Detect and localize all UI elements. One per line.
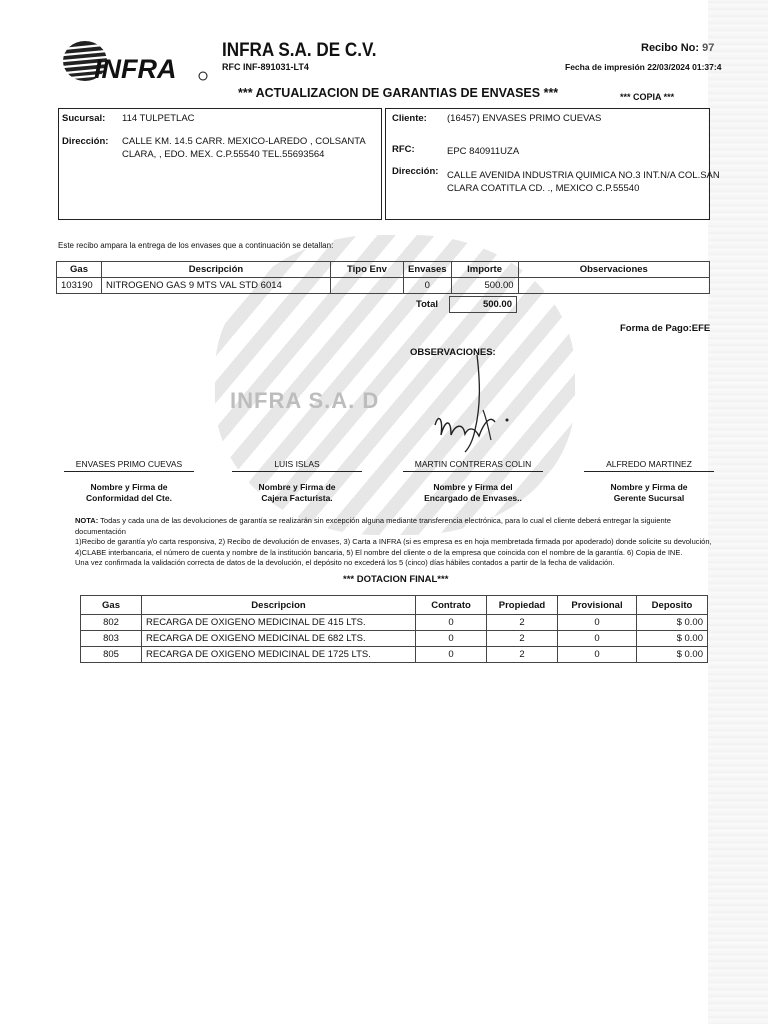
sig-name-cliente: ENVASES PRIMO CUEVAS: [75, 459, 183, 469]
dotacion-provisional: 0: [558, 647, 637, 663]
total-table: [405, 296, 517, 313]
dotacion-deposito: $ 0.00: [637, 647, 708, 663]
dotacion-contrato: 0: [416, 631, 487, 647]
observaciones-label: OBSERVACIONES:: [410, 347, 496, 358]
item-gas: 103190: [57, 278, 102, 294]
dotacion-header-deposito: Deposito: [637, 596, 708, 615]
nota-line3: 4)CLABE interbancaria, el número de cuenta y nombre de la institución bancaria, 5) El nombre del cliente o de la empresa que coincida con el nombre de la garantía. 6) Copia de INE.: [75, 547, 683, 557]
sucursal-value: 114 TULPETLAC: [122, 113, 195, 124]
dotacion-table: [80, 595, 708, 663]
sig-name-gerente: ALFREDO MARTINEZ: [606, 459, 692, 469]
nota-block: [75, 516, 715, 569]
sig-line-cajera: [232, 471, 362, 472]
item-tipo: [331, 278, 404, 294]
sig-name-encargado: MARTIN CONTRERAS COLIN: [414, 459, 532, 469]
scan-edge: [708, 0, 768, 1024]
dotacion-header-provisional: Provisional: [558, 596, 637, 615]
company-rfc: RFC INF-891031-LT4: [222, 62, 309, 72]
dotacion-descripcion: RECARGA DE OXIGENO MEDICINAL DE 1725 LTS.: [142, 647, 416, 663]
cliente-direccion-line1: CALLE AVENIDA INDUSTRIA QUIMICA NO.3 INT.N/A COL.SAN: [447, 170, 720, 181]
cliente-label: Cliente:: [392, 113, 427, 124]
items-header-row: [57, 262, 710, 278]
sucursal-label: Sucursal:: [62, 113, 106, 124]
sucursal-direccion-line1: CALLE KM. 14.5 CARR. MEXICO-LAREDO , COLSANTA: [122, 136, 366, 147]
items-header-tipo: Tipo Env: [331, 262, 404, 278]
dotacion-propiedad: 2: [487, 631, 558, 647]
nota-line4: Una vez confirmada la validación correcta de datos de la devolución, el depósito no excederá los 5 (cinco) días hábiles contados a partir de la fecha de validación.: [75, 558, 615, 567]
sig-line-cliente: [64, 471, 194, 472]
dotacion-header-descripcion: Descripcion: [142, 596, 416, 615]
dotacion-header-row: [81, 596, 708, 615]
sig-role-encargado: Nombre y Firma del Encargado de Envases..: [424, 482, 522, 503]
nota-line1: NOTA: Todas y cada una de las devoluciones de garantía se realizarán sin excepción alguna mediante transferencia electrónica, para lo cual el cliente deberá entregar la siguiente documentación: [75, 516, 671, 536]
items-header-gas: Gas: [57, 262, 102, 278]
copia-label: *** COPIA ***: [620, 92, 675, 102]
item-observaciones: [518, 278, 709, 294]
sig-line-encargado: [403, 471, 543, 472]
items-header-importe: Importe: [451, 262, 518, 278]
sig-role-cajera: Nombre y Firma de Cajera Facturista.: [258, 482, 336, 503]
cliente-rfc-value: EPC 840911UZA: [447, 146, 520, 157]
infra-logo: [58, 36, 214, 86]
dotacion-propiedad: 2: [487, 647, 558, 663]
dotacion-provisional: 0: [558, 631, 637, 647]
recibo-number: Recibo No: 97: [641, 42, 715, 54]
cliente-rfc-label: RFC:: [392, 144, 415, 155]
handwritten-signature: [425, 350, 525, 460]
items-table: [56, 261, 710, 294]
dotacion-deposito: $ 0.00: [637, 615, 708, 631]
nota-line2: 1)Recibo de garantía y/o carta responsiva, 2) Recibo de devolución de envases, 3) Carta a INFRA (si es empresa es en hoja membretada firmada por apoderado) donde solicite su devolución,: [75, 537, 712, 546]
items-header-observaciones: Observaciones: [518, 262, 709, 278]
dotacion-provisional: 0: [558, 615, 637, 631]
dotacion-descripcion: RECARGA DE OXIGENO MEDICINAL DE 415 LTS.: [142, 615, 416, 631]
intro-text: Este recibo ampara la entrega de los envases que a continuación se detallan:: [58, 241, 334, 250]
sucursal-direccion-label: Dirección:: [62, 136, 109, 147]
sig-role-cliente: Nombre y Firma de Conformidad del Cte.: [86, 482, 172, 503]
items-header-envases: Envases: [404, 262, 452, 278]
dotacion-deposito: $ 0.00: [637, 631, 708, 647]
table-row: [81, 615, 708, 631]
dotacion-descripcion: RECARGA DE OXIGENO MEDICINAL DE 682 LTS.: [142, 631, 416, 647]
table-row: [81, 631, 708, 647]
dotacion-gas: 805: [81, 647, 142, 663]
watermark-text: INFRA S.A. D: [230, 388, 380, 413]
items-header-descripcion: Descripción: [102, 262, 331, 278]
item-descripcion: NITROGENO GAS 9 MTS VAL STD 6014: [102, 278, 331, 294]
table-row: [81, 647, 708, 663]
dotacion-header-propiedad: Propiedad: [487, 596, 558, 615]
dotacion-contrato: 0: [416, 647, 487, 663]
cliente-direccion-line2: CLARA COATITLA CD. ., MEXICO C.P.55540: [447, 183, 640, 194]
item-importe: 500.00: [451, 278, 518, 294]
table-row: [57, 278, 710, 294]
item-envases: 0: [404, 278, 452, 294]
dotacion-title: *** DOTACION FINAL***: [343, 574, 449, 585]
logo-wordmark: INFRA: [94, 54, 177, 84]
total-label: Total: [416, 299, 438, 310]
dotacion-header-contrato: Contrato: [416, 596, 487, 615]
sucursal-box: [58, 108, 382, 220]
cliente-value: (16457) ENVASES PRIMO CUEVAS: [447, 113, 602, 124]
dotacion-gas: 803: [81, 631, 142, 647]
sucursal-direccion-line2: CLARA, , EDO. MEX. C.P.55540 TEL.55693564: [122, 149, 325, 160]
company-name: INFRA S.A. DE C.V.: [222, 40, 377, 61]
document-title: *** ACTUALIZACION DE GARANTIAS DE ENVASES ***: [238, 86, 559, 100]
sig-name-cajera: LUIS ISLAS: [274, 459, 320, 469]
cliente-direccion-label: Dirección:: [392, 166, 439, 177]
sig-line-gerente: [584, 471, 714, 472]
fecha-impresion: Fecha de impresión 22/03/2024 01:37:4: [565, 62, 722, 72]
dotacion-contrato: 0: [416, 615, 487, 631]
forma-pago: Forma de Pago:EFE: [620, 323, 711, 334]
sig-role-gerente: Nombre y Firma de Gerente Sucursal: [610, 482, 688, 503]
total-row: [405, 297, 517, 313]
total-value: 500.00: [450, 297, 517, 313]
dotacion-propiedad: 2: [487, 615, 558, 631]
dotacion-header-gas: Gas: [81, 596, 142, 615]
dotacion-gas: 802: [81, 615, 142, 631]
